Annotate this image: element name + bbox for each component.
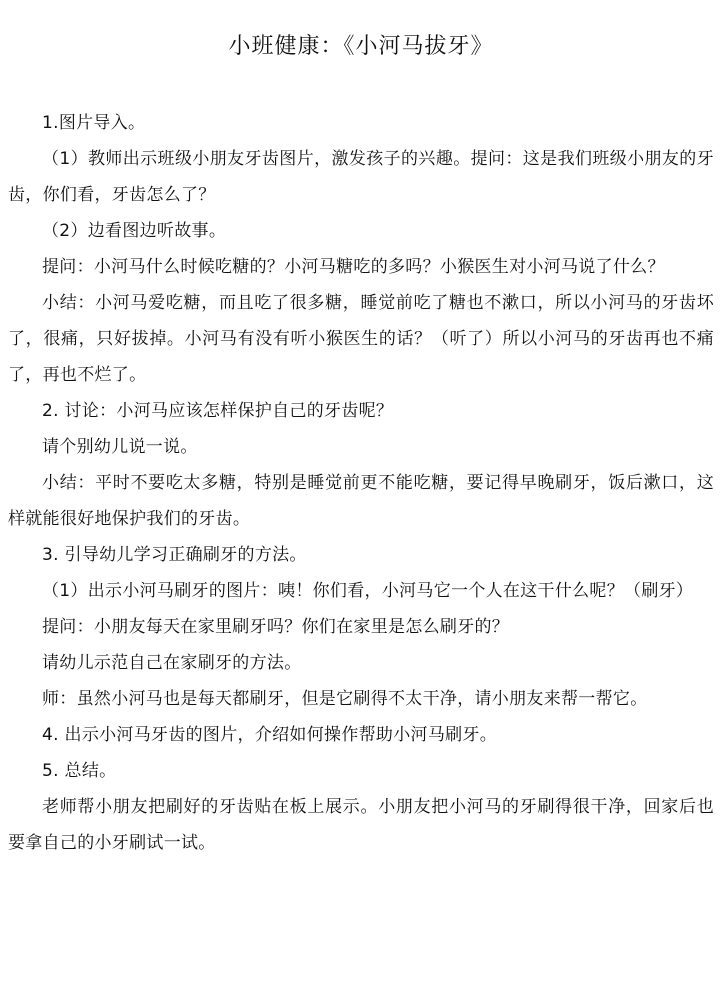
paragraph-teacher: 师：虽然小河马也是每天都刷牙，但是它刷得不太干净，请小朋友来帮一帮它。	[42, 689, 648, 709]
paragraph-step-5: 5. 总结。	[42, 761, 117, 781]
paragraph-summary-1: 小结：小河马爱吃糖，而且吃了很多糖，睡觉前吃了糖也不漱口，所以小河马的牙齿坏了，很痛，只好拔掉。小河马有没有听小猴医生的话？（听了）所以小河马的牙齿再也不痛了，再也不烂了。	[8, 293, 714, 385]
paragraph-step-1-2: （2）边看图边听故事。	[42, 221, 227, 241]
document-body	[8, 105, 714, 861]
paragraph-question-2: 提问：小朋友每天在家里刷牙吗？你们在家里是怎么刷牙的？	[42, 617, 510, 637]
paragraph-intro: 1.图片导入。	[42, 113, 146, 133]
paragraph-discussion-ask: 请个别幼儿说一说。	[42, 437, 198, 457]
paragraph-discussion: 2. 讨论：小河马应该怎样保护自己的牙齿呢？	[42, 401, 394, 421]
paragraph-demo: 请幼儿示范自己在家刷牙的方法。	[42, 653, 302, 673]
paragraph-step-3-1: （1）出示小河马刷牙的图片：咦！你们看，小河马它一个人在这干什么呢？（刷牙）	[42, 581, 694, 601]
paragraph-step-1-1: （1）教师出示班级小朋友牙齿图片，激发孩子的兴趣。提问：这是我们班级小朋友的牙齿，你们看，牙齿怎么了？	[8, 149, 714, 205]
paragraph-brushing-method: 3. 引导幼儿学习正确刷牙的方法。	[42, 545, 307, 565]
paragraph-conclusion: 老师帮小朋友把刷好的牙齿贴在板上展示。小朋友把小河马的牙刷得很干净，回家后也要拿自己的小牙刷试一试。	[8, 797, 714, 853]
paragraph-summary-2: 小结：平时不要吃太多糖，特别是睡觉前更不能吃糖，要记得早晚刷牙，饭后漱口，这样就能很好地保护我们的牙齿。	[8, 473, 714, 529]
document-title: 小班健康：《小河马拔牙》	[228, 34, 494, 59]
paragraph-question-1: 提问：小河马什么时候吃糖的？小河马糖吃的多吗？小猴医生对小河马说了什么？	[42, 257, 665, 277]
paragraph-step-4: 4. 出示小河马牙齿的图片，介绍如何操作帮助小河马刷牙。	[42, 725, 498, 745]
